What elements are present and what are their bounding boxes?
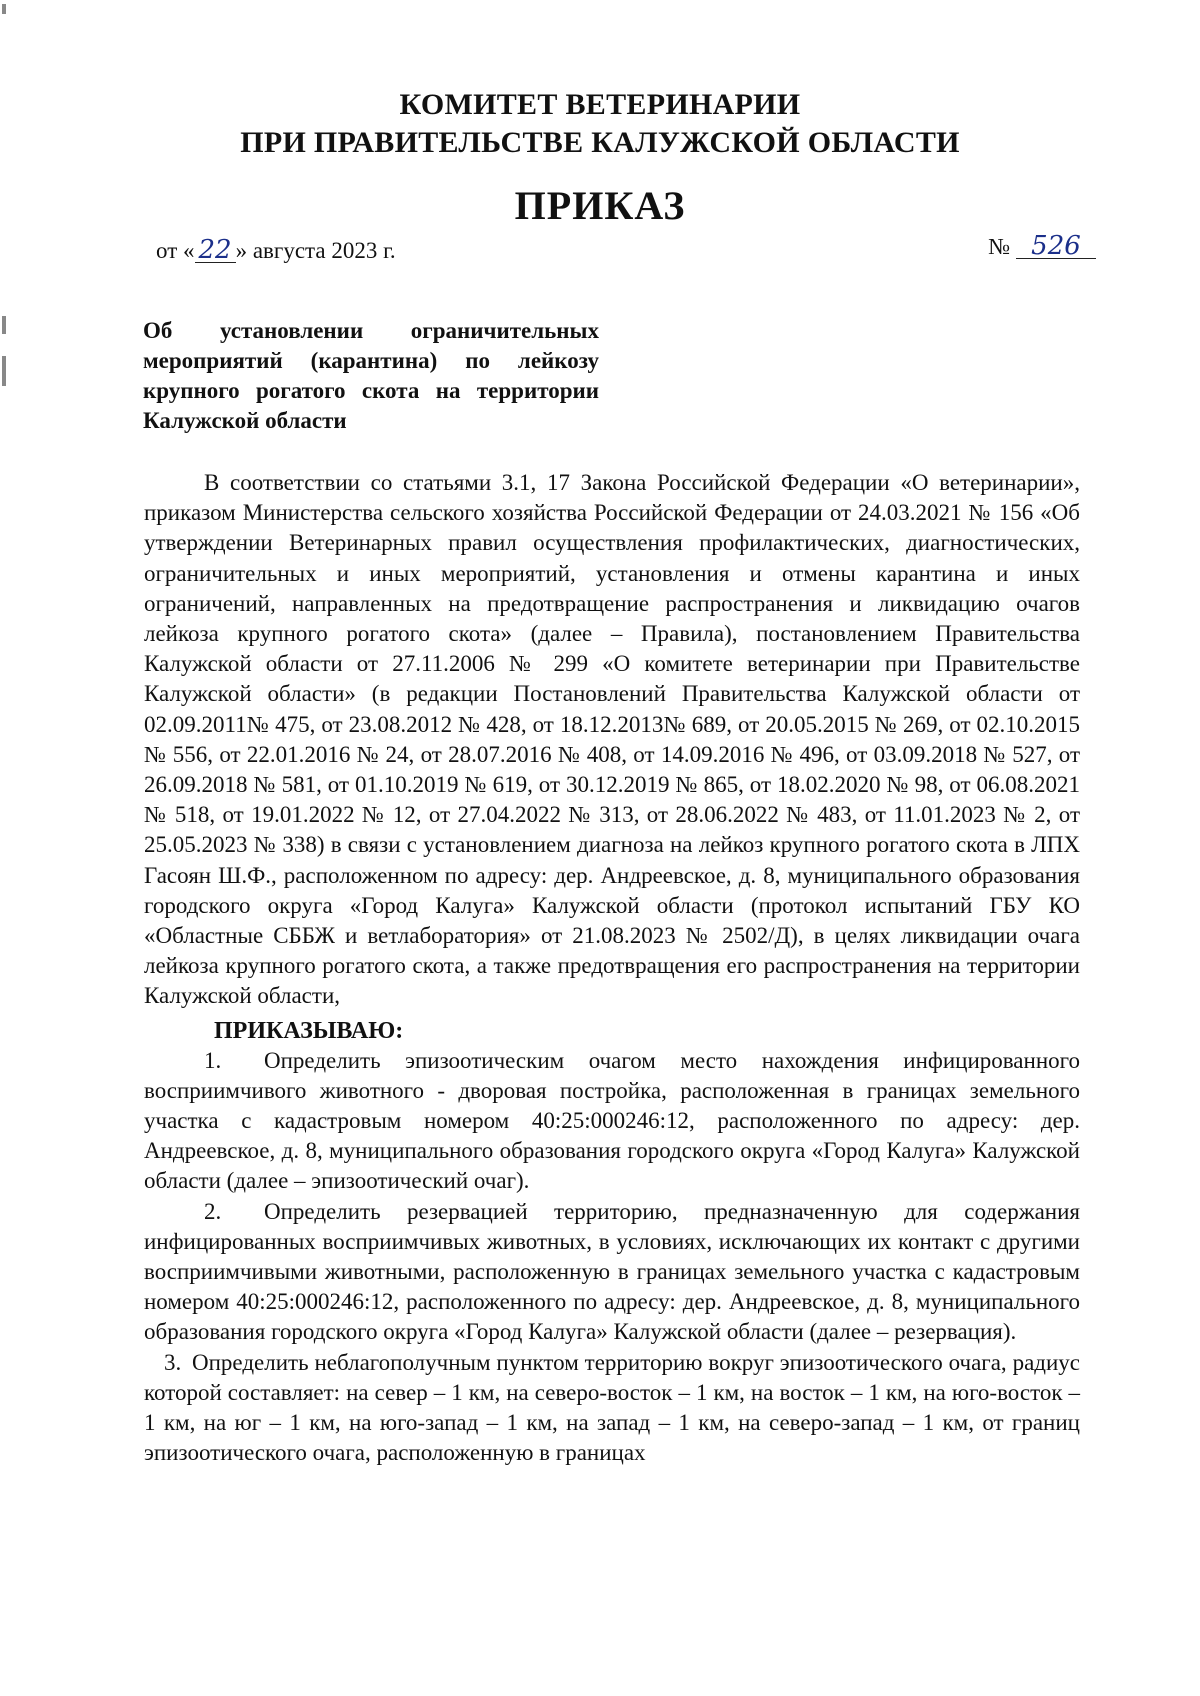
scan-artifact xyxy=(2,4,6,14)
order-item-1 xyxy=(144,1046,1080,1197)
date-prefix: от « xyxy=(156,238,195,263)
date-suffix: » августа 2023 г. xyxy=(235,238,396,263)
scan-artifact xyxy=(2,316,6,334)
order-body xyxy=(144,468,1080,1469)
item-text: Определить резервацией территорию, предназначенную для содержания инфицированных восприимчивых животных, в условиях, исключающих их контакт с другими восприимчивыми животными, расположенную в границах земельного участка с кадастровым номером 40:25:000246:12, расположенного по адресу: дер. Андреевское, д. 8, муниципального образования городского округа «Город Калуга» Калужской области (далее – резервация). xyxy=(144,1198,1080,1345)
order-directive-word: ПРИКАЗЫВАЮ: xyxy=(214,1017,404,1044)
organization-name-line-1: КОМИТЕТ ВЕТЕРИНАРИИ xyxy=(399,88,801,121)
document-type-title: ПРИКАЗ xyxy=(514,183,686,228)
order-item-3 xyxy=(144,1348,1080,1469)
preamble-paragraph: В соответствии со статьями 3.1, 17 Закона Российской Федерации «О ветеринарии», приказом Министерства сельского хозяйства Российской Федерации от 24.03.2021 № 156 «Об утверждении Ветеринарных правил осуществления профилактических, диагностических, ограничительных и иных мероприятий, установления и отмены карантина и иных ограничений, направленных на предотвращение распространения и ликвидацию очагов лейкоза крупного рогатого скота» (далее – Правила), постановлением Правительства Калужской области от 27.11.2006 № 299 «О комитете ветеринарии при Правительстве Калужской области» (в редакции Постановлений Правительства Калужской области от 02.09.2011№ 475, от 23.08.2012 № 428, от 18.12.2013№ 689, от 20.05.2015 № 269, от 02.10.2015 № 556, от 22.01.2016 № 24, от 28.07.2016 № 408, от 14.09.2016 № 496, от 03.09.2018 № 527, от 26.09.2018 № 581, от 01.10.2019 № 619, от 30.12.2019 № 865, от 18.02.2020 № 98, от 06.08.2021 № 518, от 19.01.2022 № 12, от 27.04.2022 № 313, от 28.06.2022 № 483, от 11.01.2023 № 2, от 25.05.2023 № 338) в связи с установлением диагноза на лейкоз крупного рогатого скота в ЛПХ Гасоян Ш.Ф., расположенном по адресу: дер. Андреевское, д. 8, муниципального образования городского округа «Город Калуга» Калужской области (протокол испытаний ГБУ КО «Областные СББЖ и ветлаборатория» от 21.08.2023 № 2502/Д), в целях ликвидации очага лейкоза крупного рогатого скота, а также предотвращения его распространения на территории Калужской области, xyxy=(144,470,1080,1009)
scan-artifact xyxy=(2,356,6,386)
document-header xyxy=(0,86,1200,228)
order-date xyxy=(156,235,396,265)
order-item-2 xyxy=(144,1197,1080,1348)
order-number xyxy=(988,231,1096,261)
item-text: Определить эпизоотическим очагом место нахождения инфицированного восприимчивого животного - дворовая постройка, расположенная в границах земельного участка с кадастровым номером 40:25:000246:12, расположенного по адресу: дер. Андреевское, д. 8, муниципального образования городского округа «Город Калуга» Калужской области (далее – эпизоотический очаг). xyxy=(144,1047,1080,1194)
item-number: 3. xyxy=(164,1349,182,1375)
handwritten-day: 22 xyxy=(195,238,236,263)
organization-name-line-2: ПРИ ПРАВИТЕЛЬСТВЕ КАЛУЖСКОЙ ОБЛАСТИ xyxy=(240,126,960,159)
handwritten-number: 526 xyxy=(1016,234,1096,259)
item-number: 2. xyxy=(204,1198,222,1224)
number-sign: № xyxy=(988,234,1011,259)
item-number: 1. xyxy=(204,1047,222,1073)
order-subject: Об установлении ограничительных мероприятий (карантина) по лейкозу крупного рогатого скота на территории Калужской области xyxy=(143,318,599,433)
item-text: Определить неблагополучным пунктом территорию вокруг эпизоотического очага, радиус которой составляет: на север – 1 км, на северо-восток – 1 км, на восток – 1 км, на юго-восток – 1 км, на юг – 1 км, на юго-запад – 1 км, на запад – 1 км, на северо-запад – 1 км, от границ эпизоотического очага, расположенную в границах xyxy=(144,1349,1080,1466)
